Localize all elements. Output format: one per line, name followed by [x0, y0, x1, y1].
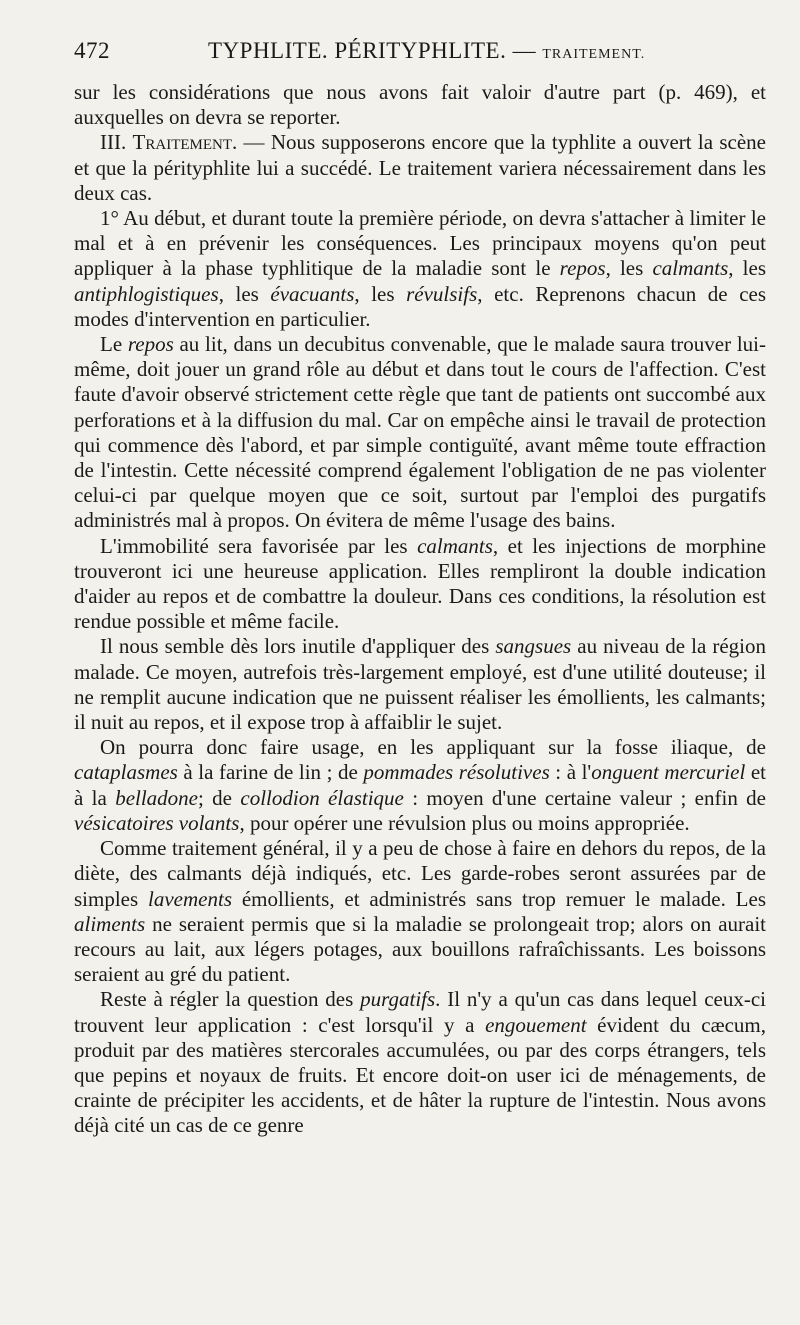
italic-term: collodion élastique [240, 785, 404, 810]
text-run: , pour opérer une révulsion plus ou moins appropriée. [239, 810, 690, 835]
page-body [74, 80, 766, 1139]
text-run: au lit, dans un decubitus convenable, que le malade saura trouver lui-même, doit jouer un grand rôle au début et dans tout le cours de l'affection. C'est faute d'avoir observé strictement cette règle que tant de patients ont succombé aux perforations et à la diffusion du mal. Car on empêche ainsi le travail de protection qui commence dès l'abord, et par simple contiguïté, avant même toute effraction de l'intestin. Cette nécessité comprend également l'obligation de ne pas violenter celui-ci par quelque moyen que ce soit, surtout par l'emploi des purgatifs administrés mal à propos. On évitera de même l'usage des bains. [74, 332, 766, 533]
italic-term: calmants [652, 256, 729, 281]
paragraph-text: sur les considérations que nous avons fait valoir d'autre part (p. 469), et auxquelles on devra se reporter. [74, 80, 766, 130]
running-title [208, 38, 645, 64]
text-run: 1° Au début, et durant toute la première période, on devra s'attacher à limiter le mal et à en prévenir les conséquences. Les principaux moyens qu'on peut appliquer à la phase typhlitique de la maladie sont le [74, 206, 766, 281]
paragraph-cataplasmes [74, 735, 766, 836]
italic-term: évacuants [270, 281, 355, 306]
italic-term: pommades résolutives [363, 760, 550, 785]
running-title-section: TRAITEMENT. [542, 47, 646, 62]
paragraph-continued [74, 80, 766, 130]
paragraph-immobilite [74, 534, 766, 635]
running-header [74, 38, 766, 68]
paragraph-text: — Nous supposerons encore que la typhlite a ouvert la scène et que la pérityphlite lui a succédé. Le traitement variera nécessairement dans les deux cas. [74, 130, 766, 205]
paragraph-purgatifs [74, 987, 766, 1138]
italic-term: onguent mercuriel [591, 760, 746, 785]
text-run: Il nous semble dès lors inutile d'appliquer des [100, 634, 496, 659]
text-run: , les [605, 256, 653, 281]
text-run: , les [728, 256, 766, 281]
text-run: , etc. Reprenons chacun de ces modes d'intervention en particulier. [74, 281, 767, 331]
running-title-main: TYPHLITE. PÉRITYPHLITE. — [208, 38, 543, 63]
italic-term: sangsues [495, 634, 572, 659]
text-run: , et les injections de morphine trouveront ici une heureuse application. Elles rempliront la double indication d'aider au repos et de combattre la douleur. Dans ces conditions, la résolution est rendue possible et même facile. [74, 533, 766, 634]
paragraph-traitement-general [74, 836, 766, 987]
italic-term: belladone [115, 785, 198, 810]
italic-term: vésicatoires volants [74, 810, 240, 835]
text-run: Comme traitement général, il y a peu de chose à faire en dehors du repos, de la diète, des calmants déjà indiqués, etc. Les garde-robes seront assurées par de simples [74, 836, 766, 911]
paragraph-repos [74, 332, 766, 534]
text-run: : à l' [549, 760, 592, 785]
italic-term: repos [127, 332, 174, 357]
text-run: On pourra donc faire usage, en les appliquant sur la fosse iliaque, de [100, 735, 766, 760]
italic-term: purgatifs [360, 987, 436, 1012]
italic-term: cataplasmes [74, 760, 178, 785]
italic-term: antiphlogistiques [74, 281, 219, 306]
text-run: , les [354, 281, 407, 306]
text-run: , les [218, 281, 271, 306]
section-number: III. [100, 130, 133, 155]
text-run: à la farine de lin ; de [177, 760, 364, 785]
page-number: 472 [74, 38, 110, 63]
italic-term: aliments [74, 911, 146, 936]
section-heading: Traitement. [132, 130, 238, 155]
paragraph-debut [74, 206, 766, 332]
text-run: . Il n'y a qu'un cas dans lequel ceux-ci trouvent leur application : c'est lorsqu'il y a [74, 987, 767, 1037]
paragraph-sangsues [74, 634, 766, 735]
text-run: évident du cæcum, produit par des matières stercorales accumulées, ou par des corps étrangers, tels que pepins et noyaux de fruits. Et encore doit-on user ici de ménagements, de crainte de précipiter les accidents, et de hâter la rupture de l'intestin. Nous avons déjà cité un cas de ce genre [74, 1012, 766, 1138]
text-run: ne seraient permis que si la maladie se prolongeait trop; alors on aurait recours au lait, aux légers potages, aux bouillons rafraîchissants. Les boissons seraient au gré du patient. [74, 911, 766, 987]
text-run: : moyen d'une certaine valeur ; enfin de [403, 785, 767, 810]
text-run: au niveau de la région malade. Ce moyen, autrefois très-largement employé, est d'une utilité douteuse; il ne remplit aucune indication que ne puissent réaliser les émollients, les calmants; il nuit au repos, et il expose trop à affaiblir le sujet. [74, 634, 766, 735]
italic-term: engouement [485, 1012, 587, 1037]
italic-term: repos [559, 256, 606, 281]
text-run: ; de [198, 785, 241, 810]
text-run: L'immobilité sera favorisée par les [100, 533, 418, 558]
text-run: Reste à régler la question des [100, 987, 361, 1012]
italic-term: révulsifs [406, 281, 478, 306]
text-run: Le [100, 332, 128, 357]
text-run: et à la [74, 760, 766, 810]
paragraph-traitement [74, 130, 766, 206]
text-run: émollients, et administrés sans trop remuer le malade. Les [232, 886, 767, 911]
italic-term: calmants [417, 533, 493, 558]
italic-term: lavements [148, 886, 232, 911]
